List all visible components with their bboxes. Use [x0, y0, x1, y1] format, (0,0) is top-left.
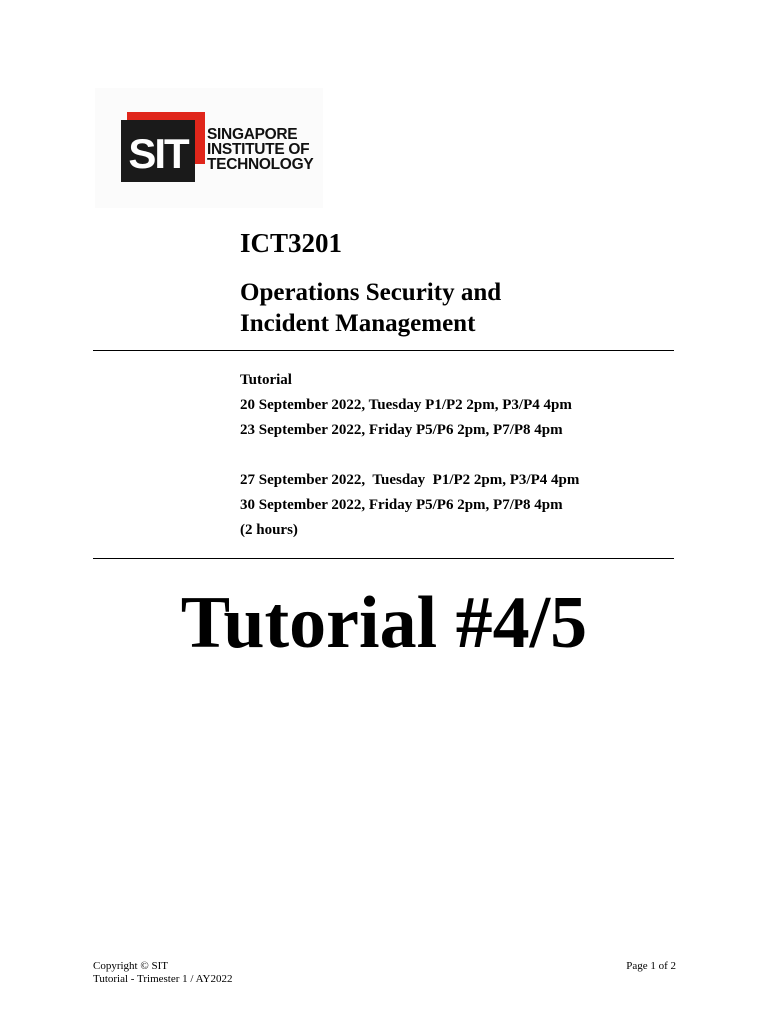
- course-title-line-2: Incident Management: [240, 310, 476, 337]
- schedule-session: 27 September 2022, Tuesday P1/P2 2pm, P3/P4 4pm: [240, 472, 580, 488]
- divider-top: [93, 350, 674, 351]
- logo-wordmark: [207, 127, 313, 172]
- logo-line-1: SINGAPORE: [207, 126, 298, 143]
- schedule-duration: (2 hours): [240, 522, 298, 538]
- footer-copyright: Copyright © SIT: [93, 960, 168, 972]
- logo-mark-text: SIT: [128, 130, 188, 177]
- sit-logo-mark: [115, 108, 205, 186]
- divider-bottom: [93, 558, 674, 559]
- schedule-session: 20 September 2022, Tuesday P1/P2 2pm, P3/P4 4pm: [240, 397, 572, 413]
- logo-line-3: TECHNOLOGY: [207, 156, 314, 173]
- course-title-line-1: Operations Security and: [240, 279, 502, 306]
- schedule-session: 23 September 2022, Friday P5/P6 2pm, P7/P8 4pm: [240, 422, 563, 438]
- tutorial-schedule: [240, 368, 579, 543]
- schedule-label: Tutorial: [240, 372, 292, 388]
- schedule-session: 30 September 2022, Friday P5/P6 2pm, P7/P8 4pm: [240, 497, 563, 513]
- page-number: Page 1 of 2: [626, 960, 676, 972]
- course-code: ICT3201: [240, 228, 343, 258]
- schedule-gap: [240, 443, 579, 468]
- course-title: [240, 277, 501, 339]
- tutorial-title: Tutorial #4/5: [180, 582, 588, 664]
- footer-left: [93, 960, 232, 986]
- logo-line-2: INSTITUTE OF: [207, 141, 310, 158]
- footer-term: Tutorial - Trimester 1 / AY2022: [93, 973, 233, 985]
